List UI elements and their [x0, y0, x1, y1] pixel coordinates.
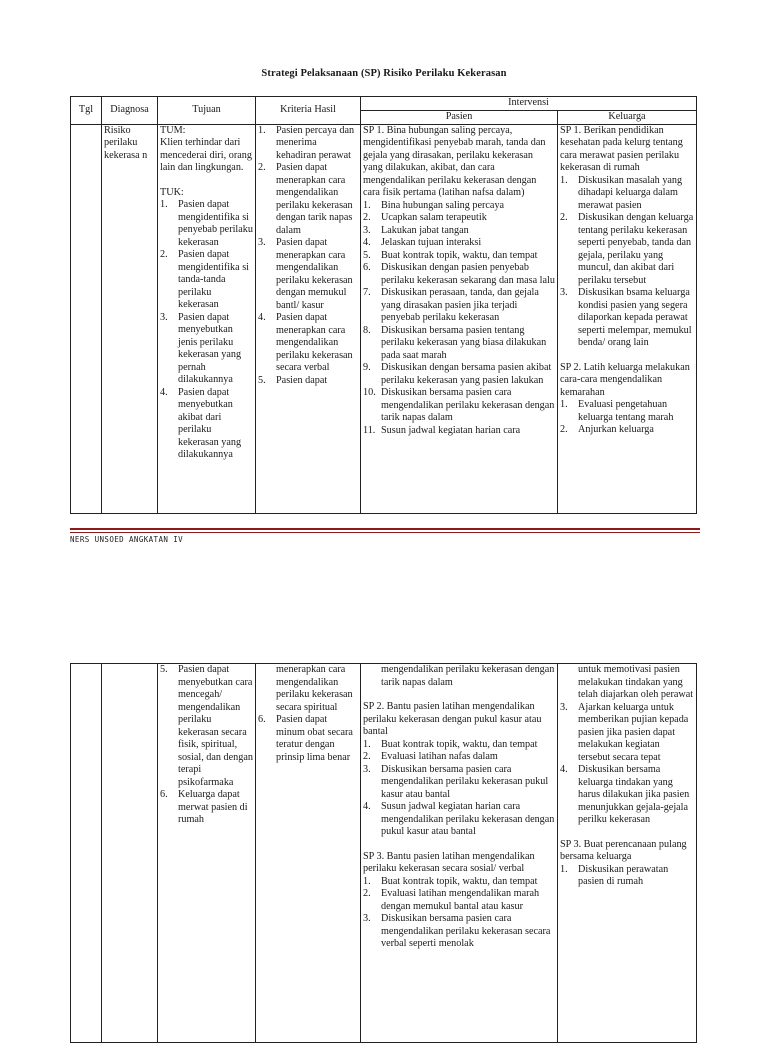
list-item-number: 2. — [363, 888, 371, 899]
list-item-number: 9. — [363, 362, 371, 373]
sp1-pasien-title: SP 1. Bina hubungan saling percaya, mengidentifikasi penyebab marah, tanda dan gejala yang dirasakan, perilaku kekerasan yang dilakukan, akibat, dan cara mengendalikan perilaku kekerasan dengan cara fisik pertama (latihan nafsa dalam) — [363, 124, 546, 198]
list-item-text: Evaluasi latihan nafas dalam — [381, 751, 498, 762]
list-item-number: 6. — [258, 714, 266, 725]
list-item-text: Diskusikan perawatan pasien di rumah — [578, 863, 669, 887]
tuk-label: TUK: — [160, 186, 184, 198]
list-item — [160, 249, 253, 312]
header-tujuan: Tujuan — [158, 97, 256, 125]
list-item-text: Pasien dapat menerapkan cara mengendalikan perilaku kekerasan dengan tarik napas dalam — [276, 162, 353, 236]
keluarga-cell — [558, 664, 697, 1043]
sp2-pasien-list — [363, 739, 555, 839]
list-item-number: 6. — [160, 789, 168, 800]
list-item — [258, 162, 358, 237]
list-item — [363, 225, 555, 238]
list-item-number: 4. — [363, 237, 371, 248]
list-item-text: Diskusikan bersama pasien cara mengendalikan perilaku kekerasan secara verbal seperti menolak — [381, 913, 551, 949]
list-item — [258, 714, 358, 764]
tuk-list — [160, 199, 253, 462]
list-item-text: Keluarga dapat merwat pasien di rumah — [178, 789, 248, 825]
list-item-text: Pasien dapat — [276, 374, 328, 386]
tgl-cell — [71, 124, 102, 513]
list-item-text: Diskusikan bersama keluarga tindakan yang harus dilakukan jika pasien menunjukkan gejala-gejala perilku kekerasan — [578, 764, 690, 825]
list-item-text: Bina hubungan saling percaya — [381, 199, 505, 211]
tujuan-cell — [158, 664, 256, 1043]
list-item-text: Pasien dapat menyebutkan jenis perilaku kekerasan yang pernah dilakukannya — [178, 311, 242, 385]
kriteria-continued-text: menerapkan cara mengendalikan perilaku kekerasan secara spiritual — [276, 664, 353, 713]
list-item-number: 3. — [363, 224, 371, 236]
list-item-text: Diskusikan bersama pasien cara mengendalikan perilaku kekerasan dengan tarik napas dalam — [381, 387, 555, 423]
list-item — [258, 312, 358, 375]
footer-rule — [70, 528, 700, 530]
list-item-number: 1. — [258, 124, 266, 136]
list-item-text: Diskusikan masalah yang dihadapi keluarga dalam merawat pasien — [578, 174, 683, 211]
tgl-cell — [71, 664, 102, 1043]
table-row — [71, 664, 697, 1043]
list-item-number: 4. — [258, 312, 266, 323]
list-item — [160, 312, 253, 387]
header-kriteria-hasil: Kriteria Hasil — [256, 97, 361, 125]
list-item-number: 1. — [363, 875, 371, 887]
strategy-table-page-1 — [70, 96, 697, 514]
strategy-table-page-2 — [70, 663, 697, 1043]
sp3-keluarga-title: SP 3. Buat perencanaan pulang bersama keluarga — [560, 838, 687, 862]
list-item-number: 3. — [560, 701, 568, 713]
list-item — [160, 789, 253, 827]
list-item-text: Pasien dapat mengidentifika si penyebab perilaku kekerasan — [178, 199, 253, 248]
header-tgl: Tgl — [71, 97, 102, 125]
tuk-list-continued — [160, 664, 253, 827]
list-item-text: Anjurkan keluarga — [578, 424, 654, 435]
list-item-text: Diskusikan dengan bersama pasien akibat perilaku kekerasan yang pasien lakukan — [381, 362, 552, 386]
list-item-number: 1. — [560, 863, 568, 875]
list-item-number: 6. — [363, 262, 371, 273]
sp2-keluarga-list — [560, 399, 694, 437]
header-diagnosa: Diagnosa — [102, 97, 158, 125]
list-item — [560, 399, 694, 424]
sp3-keluarga-list — [560, 864, 694, 889]
list-item-text: Diskusikan bsama keluarga kondisi pasien yang segera dilaporkan kepada perawat seperti melempar, memukul benda/ orang lain — [578, 287, 692, 348]
diagnosa-cell — [102, 124, 158, 513]
list-item-number: 11. — [363, 424, 376, 436]
list-item-text: Pasien dapat menyebutkan akibat dari perilaku kekerasan yang dilakukannya — [178, 386, 242, 460]
list-item — [363, 764, 555, 802]
list-item-number: 4. — [363, 801, 371, 812]
list-item-number: 3. — [560, 287, 568, 298]
list-item-text: Pasien dapat mengidentifika si tanda-tanda perilaku kekerasan — [178, 249, 250, 310]
list-item — [363, 362, 555, 387]
list-item-number: 2. — [363, 751, 371, 762]
sp2-pasien-title: SP 2. Bantu pasien latihan mengendalikan perilaku kekerasan dengan pukul kasur atau bantal — [363, 701, 542, 737]
list-item — [258, 125, 358, 163]
list-item-text: Susun jadwal kegiatan harian cara — [381, 424, 521, 436]
list-item-number: 4. — [160, 386, 168, 398]
kriteria-cell — [256, 124, 361, 513]
kriteria-list — [258, 125, 358, 388]
list-item-number: 2. — [560, 212, 568, 223]
list-item — [560, 175, 694, 213]
list-item — [160, 664, 253, 789]
list-item-text: Diskusikan dengan keluarga tentang perilaku kekerasan seperti penyebab, tanda dan gejala, perilaku yang muncul, dan akibat dari perilaku tersebut — [578, 212, 694, 286]
list-item-text: Pasien dapat menyebutkan cara mencegah/ mengendalikan perilaku kekerasan secara fisik, spiritual, sosial, dan dengan terapi psikofarmaka — [178, 664, 253, 788]
list-item-text: Pasien dapat menerapkan cara mengendalikan perilaku kekerasan dengan memukul bantl/ kasur — [276, 237, 353, 311]
list-item — [363, 250, 555, 263]
kriteria-cell — [256, 664, 361, 1043]
list-item-number: 3. — [363, 913, 371, 924]
list-item-number: 2. — [560, 424, 568, 435]
list-item-text: Buat kontrak topik, waktu, dan tempat — [381, 875, 538, 887]
list-item — [560, 212, 694, 287]
list-item-text: Pasien percaya dan menerima kehadiran perawat — [276, 124, 355, 161]
list-item — [560, 424, 694, 437]
tujuan-cell — [158, 124, 256, 513]
sp2-keluarga-title: SP 2. Latih keluarga melakukan cara-cara mengendalikan kemarahan — [560, 361, 690, 398]
tum-label: TUM: — [160, 124, 186, 136]
kriteria-list-continued — [258, 714, 358, 764]
list-item — [560, 287, 694, 350]
sp3-pasien-list — [363, 876, 555, 951]
list-item-text: Evaluasi latihan mengendalikan marah dengan memukul bantal atau kasur — [381, 888, 540, 912]
list-item — [363, 200, 555, 213]
sp1-keluarga-title: SP 1. Berikan pendidikan kesehatan pada kelurg tentang cara merawat pasien perilaku kekerasan di rumah — [560, 124, 683, 173]
list-item-number: 3. — [160, 311, 168, 323]
list-item-text: Susun jadwal kegiatan harian cara mengendalikan perilaku kekerasan dengan pukul kasur atau bantal — [381, 801, 555, 837]
list-item-number: 3. — [363, 763, 371, 775]
list-item-text: Buat kontrak topik, waktu, dan tempat — [381, 738, 538, 750]
list-item-text: Buat kontrak topik, waktu, dan tempat — [381, 249, 538, 261]
diagnosa-text: Risiko perilaku kekerasa n — [104, 124, 148, 161]
list-item — [363, 888, 555, 913]
list-item-number: 8. — [363, 324, 371, 336]
list-item-number: 3. — [258, 237, 266, 248]
list-item-text: Pasien dapat menerapkan cara mengendalikan perilaku kekerasan secara verbal — [276, 312, 353, 373]
page-footer: NERS UNSOED ANGKATAN IV — [70, 535, 184, 544]
sp1-keluarga-list — [560, 175, 694, 350]
list-item — [363, 751, 555, 764]
list-item-text: Pasien dapat minum obat secara teratur dengan prinsip lima benar — [276, 714, 353, 763]
footer-rule-thin — [70, 532, 700, 533]
list-item-number: 1. — [363, 738, 371, 750]
sp1-pasien-list — [363, 200, 555, 438]
list-item-number: 2. — [363, 212, 371, 223]
list-item — [258, 237, 358, 312]
header-pasien: Pasien — [361, 111, 558, 125]
list-item-number: 1. — [160, 199, 168, 210]
list-item — [363, 801, 555, 839]
diagnosa-cell — [102, 664, 158, 1043]
list-item-number: 1. — [363, 199, 371, 211]
list-item-text: Lakukan jabat tangan — [381, 224, 469, 236]
list-item-text: Ucapkan salam terapeutik — [381, 212, 487, 223]
pasien-cell — [361, 124, 558, 513]
list-item-text: Diskusikan dengan pasien penyebab perilaku kekerasan sekarang dan masa lalu — [381, 262, 555, 286]
list-item — [560, 864, 694, 889]
list-item-number: 2. — [258, 162, 266, 173]
list-item — [363, 287, 555, 325]
list-item-text: Diskusikan bersama pasien tentang perilaku kekerasan yang biasa dilakukan pada saat marah — [381, 324, 547, 361]
list-item-text: Diskusikan perasaan, tanda, dan gejala yang dirasakan pasien jika terjadi penyebab perilaku kekerasan — [381, 287, 539, 323]
pasien-cell — [361, 664, 558, 1043]
list-item-number: 7. — [363, 287, 371, 298]
sp2-keluarga-list-continued — [560, 702, 694, 827]
list-item — [363, 876, 555, 889]
list-item — [160, 387, 253, 462]
list-item-number: 10. — [363, 387, 376, 398]
list-item — [363, 262, 555, 287]
list-item-text: Ajarkan keluarga untuk memberikan pujian kepada pasien jika pasien dapat melakukan kegiatan tersebut secara tepat — [578, 701, 689, 763]
list-item — [363, 387, 555, 425]
list-item-text: Diskusikan bersama pasien cara mengendalikan perilaku kekerasan pukul kasur atau bantal — [381, 763, 549, 800]
list-item-number: 2. — [160, 249, 168, 260]
list-item-number: 4. — [560, 764, 568, 775]
pasien-continued-text: mengendalikan perilaku kekerasan dengan tarik napas dalam — [381, 664, 555, 688]
header-intervensi: Intervensi — [361, 97, 697, 111]
list-item — [363, 425, 555, 438]
list-item-text: Evaluasi pengetahuan keluarga tentang marah — [578, 399, 674, 423]
list-item — [363, 913, 555, 951]
list-item — [560, 764, 694, 827]
keluarga-cell — [558, 124, 697, 513]
list-item — [363, 212, 555, 225]
sp3-pasien-title: SP 3. Bantu pasien latihan mengendalikan perilaku kekerasan secara sosial/ verbal — [363, 850, 535, 874]
list-item — [363, 325, 555, 363]
list-item-number: 5. — [258, 374, 266, 386]
document-title: Strategi Pelaksanaan (SP) Risiko Perilaku Kekerasan — [261, 68, 507, 79]
list-item-number: 1. — [560, 399, 568, 410]
table-row — [71, 124, 697, 513]
header-keluarga: Keluarga — [558, 111, 697, 125]
list-item — [160, 199, 253, 249]
list-item-text: Jelaskan tujuan interaksi — [381, 237, 482, 248]
list-item — [363, 739, 555, 752]
list-item — [363, 237, 555, 250]
list-item-number: 5. — [363, 249, 371, 261]
list-item-number: 5. — [160, 664, 168, 675]
list-item-number: 1. — [560, 174, 568, 186]
list-item — [560, 702, 694, 765]
tum-text: Klien terhindar dari mencederai diri, orang lain dan lingkungan. — [160, 137, 252, 173]
list-item — [258, 375, 358, 388]
keluarga-continued-text: untuk memotivasi pasien melakukan tindakan yang telah diajarkan oleh perawat — [578, 664, 694, 700]
